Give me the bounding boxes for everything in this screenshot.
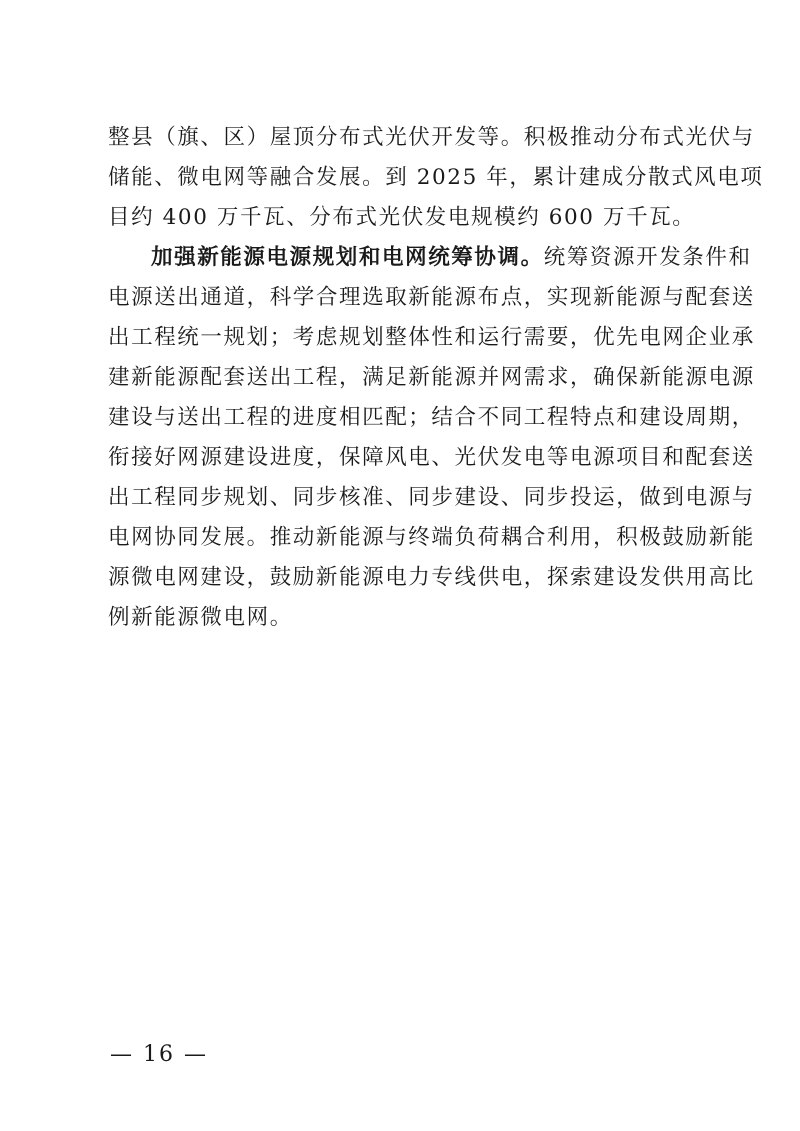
text-line: 电源送出通道，科学合理选取新能源布点，实现新能源与配套送 (108, 285, 755, 310)
text-line: 储能、微电网等融合发展。到 2025 年，累计建成分散式风电项 (108, 165, 764, 190)
paragraph-first-line (108, 238, 752, 278)
first-line-rest: 统筹资源开发条件和 (543, 245, 752, 270)
page-number: — 16 — (110, 1042, 208, 1067)
text-line: 衔接好网源建设进度，保障风电、光伏发电等电源项目和配套送 (108, 445, 755, 470)
text-line: 源微电网建设，鼓励新能源电力专线供电，探索建设发供用高比 (108, 565, 755, 590)
paragraph-distributed-pv (108, 118, 764, 238)
paragraph-grid-coordination (108, 238, 755, 638)
text-line: 出工程同步规划、同步核准、同步建设、同步投运，做到电源与 (108, 485, 755, 510)
text-line: 电网协同发展。推动新能源与终端负荷耦合利用，积极鼓励新能 (108, 525, 755, 550)
text-line: 目约 400 万千瓦、分布式光伏发电规模约 600 万千瓦。 (108, 205, 696, 230)
text-line: 建新能源配套送出工程，满足新能源并网需求，确保新能源电源 (108, 365, 755, 390)
text-line: 整县（旗、区）屋顶分布式光伏开发等。积极推动分布式光伏与 (108, 125, 755, 150)
text-line: 出工程统一规划；考虑规划整体性和运行需要，优先电网企业承 (108, 325, 755, 350)
paragraph-heading: 加强新能源电源规划和电网统筹协调。 (151, 245, 544, 270)
text-line: 例新能源微电网。 (108, 605, 293, 630)
text-line: 建设与送出工程的进度相匹配；结合不同工程特点和建设周期， (108, 405, 755, 430)
